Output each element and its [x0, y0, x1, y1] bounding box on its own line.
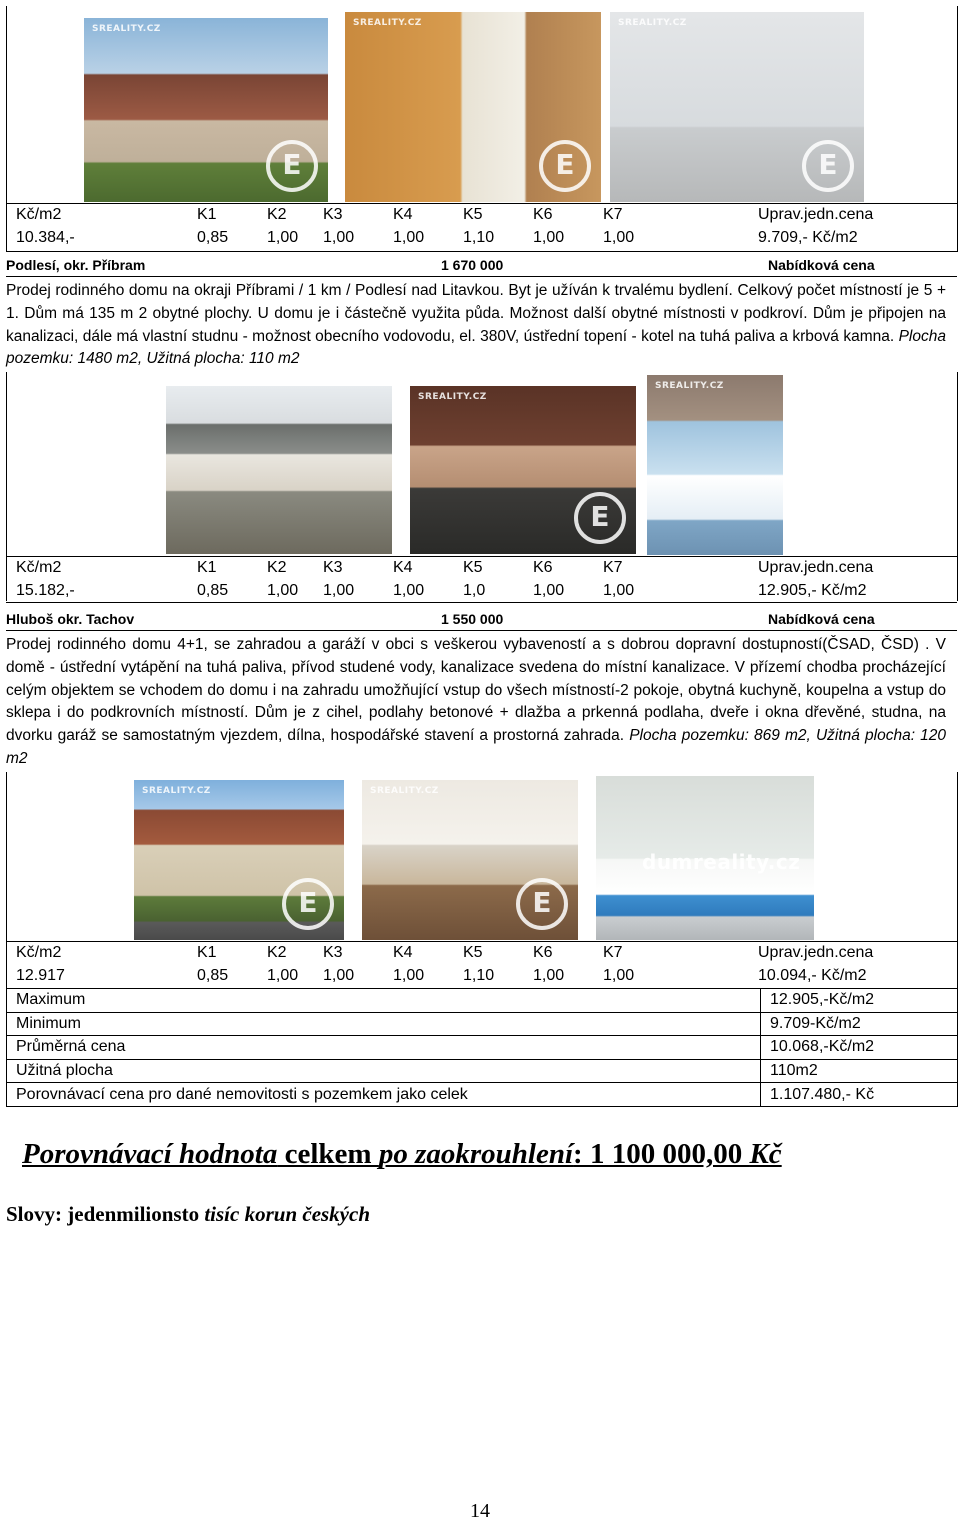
description-text: Prodej rodinného domu na okraji Příbrami / 1 km / Podlesí nad Litavkou. Byt je užíván k trvalému bydlení. Celkový počet místností je 5 + 1. Dům má 135 m 2 obytné plochy. U domu je i částečně využita půda. Možnost další obytné místnosti v podkroví. Dům je připojen na kanalizaci, dále má vlastní studnu - možnost obecního vodovodu, el. 380V, ústřední topení - kotel na tuhá paliva a krbová kamna.	[6, 282, 946, 345]
coef-header: K6	[533, 944, 553, 961]
coef-value: 12.905,- Kč/m2	[758, 582, 867, 599]
coef-value: 1,00	[603, 967, 635, 984]
coef-header: K4	[393, 559, 413, 576]
coef-header: K6	[533, 206, 553, 223]
description-area: Plocha pozemku: 1480 m2, Užitná plocha: 110 m2	[6, 327, 946, 368]
coef-header: Uprav.jedn.cena	[758, 944, 874, 961]
coef-header: K3	[323, 559, 343, 576]
coef-header: Kč/m2	[16, 944, 62, 961]
comparative-value-total	[22, 1138, 782, 1171]
divider	[6, 602, 957, 603]
coef-header: Uprav.jedn.cena	[758, 206, 874, 223]
table-row	[7, 1083, 958, 1107]
coef-value: 1,10	[463, 967, 495, 984]
listing-2-bathroom-photo	[647, 375, 783, 555]
coef-value: 1,0	[463, 582, 486, 599]
coef-value: 1,00	[323, 582, 355, 599]
coef-value: 1,00	[603, 229, 635, 246]
listing-3-location: Hluboš okr. Tachov	[6, 611, 135, 627]
coef-value: 0,85	[197, 967, 229, 984]
watermark-text: SREALITY.CZ	[418, 392, 487, 402]
coef-header: K4	[393, 944, 413, 961]
table-row	[7, 1059, 958, 1083]
summary-value: 9.709-Kč/m2	[761, 1012, 958, 1036]
coef-header: K5	[463, 944, 483, 961]
summary-label: Porovnávací cena pro dané nemovitosti s pozemkem jako celek	[7, 1083, 761, 1107]
watermark-text: dumreality.cz	[642, 850, 801, 874]
coef-value: 1,00	[323, 967, 355, 984]
coef-header: Uprav.jedn.cena	[758, 559, 874, 576]
coef-header: K7	[603, 206, 623, 223]
table-row	[7, 1036, 958, 1060]
listing-3-description	[6, 634, 946, 771]
summary-value: 1.107.480,- Kč	[761, 1083, 958, 1107]
coef-header: K2	[267, 944, 287, 961]
coef-value: 1,00	[393, 967, 425, 984]
listing-3-kitchen-photo	[362, 780, 578, 940]
amount-in-words	[6, 1202, 370, 1227]
coef-header: K2	[267, 206, 287, 223]
coef-value: 1,00	[533, 967, 565, 984]
summary-value: 10.068,-Kč/m2	[761, 1036, 958, 1060]
watermark-text: SREALITY.CZ	[353, 18, 422, 28]
description-area: Plocha pozemku: 869 m2, Užitná plocha: 120 m2	[6, 727, 946, 767]
watermark-text: SREALITY.CZ	[142, 786, 211, 796]
table-row	[7, 1012, 958, 1036]
watermark-logo-icon	[802, 140, 854, 192]
coef-value: 10.094,- Kč/m2	[758, 967, 867, 984]
listing-3-price-type: Nabídková cena	[768, 611, 875, 627]
coef-header: K4	[393, 206, 413, 223]
coef-value: 12.917	[16, 967, 65, 984]
watermark-logo-icon	[266, 140, 318, 192]
watermark-logo-icon	[574, 492, 626, 544]
summary-table	[6, 988, 958, 1107]
coef-header: K1	[197, 206, 217, 223]
coef-header: K3	[323, 206, 343, 223]
coef-value: 1,00	[393, 229, 425, 246]
listing-2-price-type: Nabídková cena	[768, 257, 875, 273]
coef-value: 1,00	[267, 967, 299, 984]
coef-header: K1	[197, 944, 217, 961]
summary-label: Užitná plocha	[7, 1059, 761, 1083]
divider	[6, 276, 957, 277]
listing-3-house-photo	[134, 780, 344, 940]
coef-header: Kč/m2	[16, 559, 62, 576]
coef-header: K5	[463, 559, 483, 576]
coef-header: Kč/m2	[16, 206, 62, 223]
coef-value: 15.182,-	[16, 582, 75, 599]
page-number: 14	[470, 1500, 490, 1522]
watermark-logo-icon	[539, 140, 591, 192]
listing-1-kitchen-photo	[345, 12, 601, 202]
coef-value: 9.709,- Kč/m2	[758, 229, 858, 246]
listing-2-house-photo	[166, 386, 392, 554]
listing-2-price: 1 670 000	[441, 257, 504, 273]
coef-value: 1,00	[533, 229, 565, 246]
summary-value: 110m2	[761, 1059, 958, 1083]
total-label-2: po zaokrouhlení	[378, 1138, 574, 1170]
coef-header: K7	[603, 944, 623, 961]
listing-3-price: 1 550 000	[441, 611, 504, 627]
coef-value: 1,00	[323, 229, 355, 246]
watermark-logo-icon	[282, 878, 334, 930]
watermark-text: SREALITY.CZ	[655, 381, 724, 391]
watermark-text: SREALITY.CZ	[618, 18, 687, 28]
coef-value: 1,00	[533, 582, 565, 599]
summary-value: 12.905,-Kč/m2	[761, 989, 958, 1013]
divider	[6, 251, 957, 252]
description-text: Prodej rodinného domu 4+1, se zahradou a garáží v obci s veškerou vybaveností a s dobrou dopravní dostupností(ČSAD, ČSD) . V domě - ústřední vytápění na tuhá paliva, přívod studené vody, kanalizace svedena do místní kanalizace. V přízemí chodba procházející celým objektem se vchodem do domu i na zahradu umožňující vstup do všech místností-2 pokoje, obytná kuchyně, koupelna a vstup do sklepa i do podkrovních místností. Dům je z cihel, podlahy betonové + dlažba a prkenná podlaha, dveře i okna dřevěné, studna, na dvorku garáž se samostatným vjezdem, dílna, hospodářské stavení a prostorná zahrada.	[6, 636, 946, 745]
coef-value: 1,10	[463, 229, 495, 246]
coef-header: K5	[463, 206, 483, 223]
coef-value: 10.384,-	[16, 229, 75, 246]
coef-header: K7	[603, 559, 623, 576]
coef-value: 0,85	[197, 229, 229, 246]
summary-label: Minimum	[7, 1012, 761, 1036]
total-label-1: Porovnávací hodnota	[22, 1138, 278, 1170]
total-label-mid: celkem	[277, 1138, 379, 1170]
divider	[6, 630, 957, 631]
watermark-text: SREALITY.CZ	[92, 24, 161, 34]
listing-2-description	[6, 280, 946, 371]
words-italic: tisíc korun českých	[204, 1202, 371, 1226]
coef-value: 1,00	[393, 582, 425, 599]
coef-header: K2	[267, 559, 287, 576]
total-currency: Kč	[749, 1138, 782, 1170]
watermark-text: SREALITY.CZ	[370, 786, 439, 796]
coef-value: 1,00	[267, 582, 299, 599]
listing-3-bathroom-photo	[596, 776, 814, 940]
listing-2-kitchen-photo	[410, 386, 636, 554]
coef-value: 1,00	[603, 582, 635, 599]
coef-header: K1	[197, 559, 217, 576]
coef-header: K3	[323, 944, 343, 961]
coef-header: K6	[533, 559, 553, 576]
coef-value: 0,85	[197, 582, 229, 599]
listing-1-bathroom-photo	[610, 12, 864, 202]
watermark-logo-icon	[516, 878, 568, 930]
words-prefix: Slovy: jedenmilionsto	[6, 1202, 205, 1226]
summary-label: Průměrná cena	[7, 1036, 761, 1060]
total-value: : 1 100 000,00	[573, 1138, 750, 1170]
table-row	[7, 989, 958, 1013]
listing-1-house-photo	[84, 18, 328, 202]
coef-value: 1,00	[267, 229, 299, 246]
summary-label: Maximum	[7, 989, 761, 1013]
listing-2-location: Podlesí, okr. Příbram	[6, 257, 146, 273]
